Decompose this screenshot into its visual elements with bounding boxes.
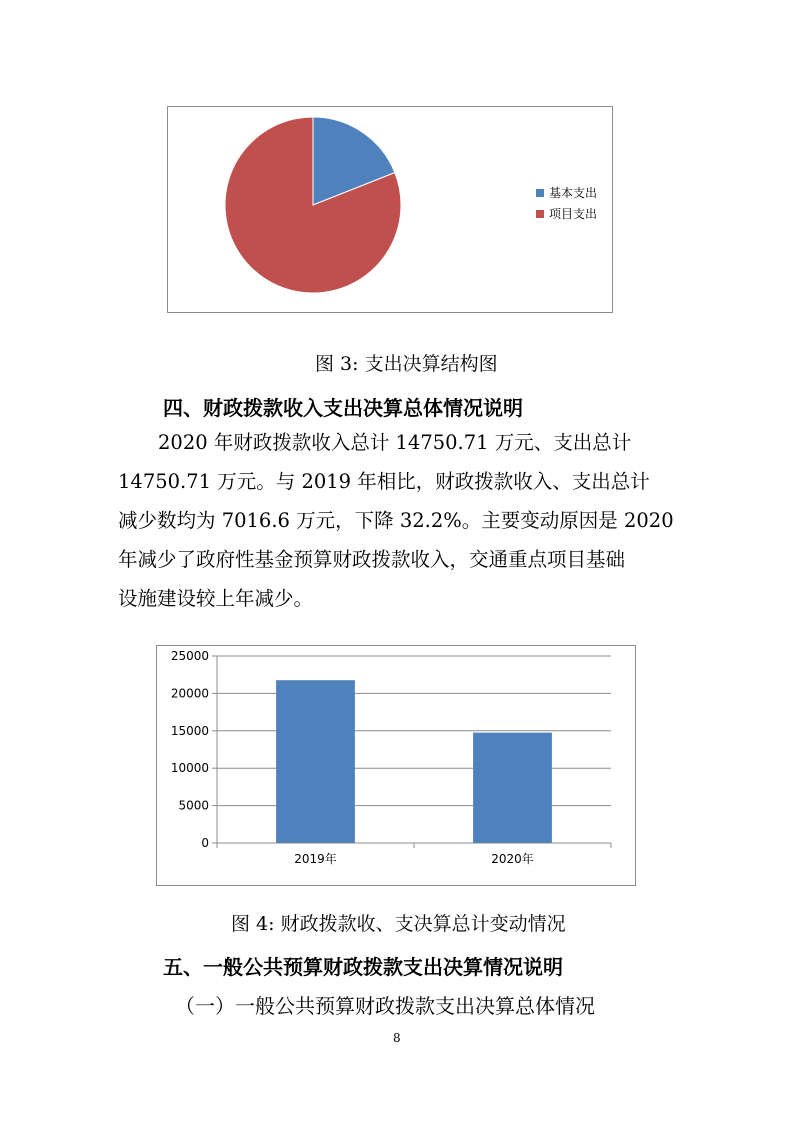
- paragraph-line-4: 年减少了政府性基金预算财政拨款收入，交通重点项目基础: [118, 548, 626, 571]
- y-tick-label-5: 20000: [170, 686, 209, 701]
- y-tick-label-4: 15000: [170, 723, 209, 738]
- bar-chart-frame: [156, 645, 636, 886]
- section-5-heading: 五、一般公共预算财政拨款支出决算情况说明: [163, 955, 563, 979]
- subsection-1-heading: （一）一般公共预算财政拨款支出决算总体情况: [175, 994, 595, 1018]
- pie-chart-frame: [167, 106, 613, 313]
- legend-swatch-2: [536, 210, 544, 218]
- y-tick-label-6: 25000: [170, 649, 209, 663]
- paragraph-line-1: 2020 年财政拨款收入总计 14750.71 万元、支出总计: [158, 431, 632, 454]
- bar-2: [473, 733, 552, 843]
- paragraph-line-2: 14750.71 万元。与 2019 年相比，财政拨款收入、支出总计: [118, 470, 650, 493]
- y-tick-label-2: 5000: [178, 798, 209, 813]
- bar-chart: [157, 646, 635, 885]
- legend-label-1: 基本支出: [549, 186, 598, 200]
- legend-label-2: 项目支出: [549, 207, 598, 221]
- figure-4-caption: 图 4: 财政拨款收、支决算总计变动情况: [231, 913, 566, 935]
- bar-1: [276, 680, 355, 843]
- y-tick-label-3: 10000: [170, 761, 209, 776]
- pie-chart: [168, 107, 612, 312]
- paragraph-line-3: 减少数均为 7016.6 万元，下降 32.2%。主要变动原因是 2020: [118, 509, 674, 532]
- figure-3-caption: 图 3: 支出决算结构图: [315, 353, 498, 375]
- page-number: 8: [393, 1031, 401, 1045]
- section-4-heading: 四、财政拨款收入支出决算总体情况说明: [163, 396, 523, 420]
- x-tick-label-2: 2020年: [491, 852, 534, 866]
- y-tick-label-1: 0: [201, 836, 209, 850]
- x-tick-label-1: 2019年: [294, 852, 337, 866]
- paragraph-line-5: 设施建设较上年减少。: [118, 587, 314, 610]
- legend-swatch-1: [536, 189, 544, 197]
